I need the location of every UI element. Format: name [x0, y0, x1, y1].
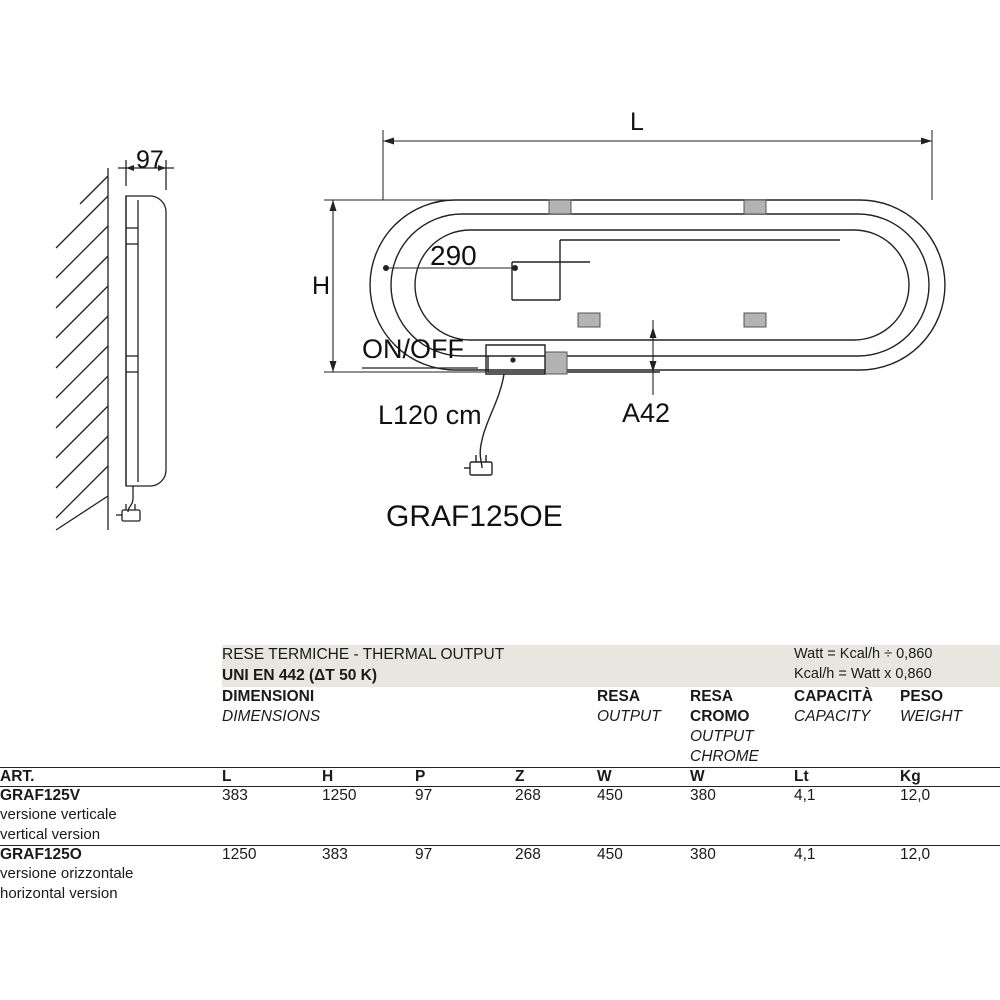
row-H: 1250	[322, 787, 415, 806]
conversion-line1: Watt = Kcal/h ÷ 0,860	[794, 646, 933, 662]
group-header-spacer	[0, 687, 222, 768]
row-P: 97	[415, 787, 515, 806]
row-Z: 268	[515, 787, 597, 806]
conversion-line2: Kcal/h = Watt x 0,860	[794, 665, 932, 682]
group-weight-en: WEIGHT	[900, 707, 962, 725]
group-dimensions-it: DIMENSIONI	[222, 687, 315, 705]
group-output-chrome-it-l1: RESA	[690, 687, 734, 705]
row-art: GRAF125O	[0, 846, 222, 865]
band-conversion-cell	[794, 645, 1000, 687]
row-H: 383	[322, 846, 415, 865]
band-title-cell	[222, 645, 794, 687]
column-W: W	[597, 768, 690, 787]
row-W: 450	[597, 846, 690, 865]
group-capacity-en: CAPACITY	[794, 707, 871, 725]
group-output	[597, 687, 690, 768]
group-dimensions	[222, 687, 597, 768]
row-Kg: 12,0	[900, 846, 1000, 865]
table-row-note	[0, 864, 1000, 904]
group-output-en: OUTPUT	[597, 707, 661, 725]
group-capacity	[794, 687, 900, 768]
group-weight-it: PESO	[900, 687, 944, 705]
group-capacity-it: CAPACITÀ	[794, 687, 873, 705]
column-Lt: Lt	[794, 768, 900, 787]
group-dimensions-en: DIMENSIONS	[222, 707, 321, 725]
row-note-it: versione verticale	[0, 806, 117, 824]
band-title-line2: UNI EN 442 (ΔT 50 K)	[222, 666, 377, 684]
group-output-chrome-en-l1: OUTPUT	[690, 728, 754, 746]
row-Z: 268	[515, 846, 597, 865]
column-P: P	[415, 768, 515, 787]
column-Z: Z	[515, 768, 597, 787]
group-header-row	[0, 687, 1000, 768]
length-label-L: L	[630, 108, 644, 136]
row-P: 97	[415, 846, 515, 865]
group-output-chrome-en-l2: CHROME	[690, 748, 759, 766]
band-title-line1: RESE TERMICHE - THERMAL OUTPUT	[222, 646, 505, 663]
row-L: 1250	[222, 846, 322, 865]
column-W-chrome: W	[690, 768, 794, 787]
row-note-en: vertical version	[0, 826, 101, 844]
table-row	[0, 846, 1000, 865]
column-H: H	[322, 768, 415, 787]
column-Kg: Kg	[900, 768, 1000, 787]
row-note-en: horizontal version	[0, 885, 118, 903]
specifications-table	[0, 645, 1000, 904]
row-W-chrome: 380	[690, 846, 794, 865]
row-Kg: 12,0	[900, 787, 1000, 806]
row-W-chrome: 380	[690, 787, 794, 806]
group-output-chrome-it-l2: CROMO	[690, 707, 750, 725]
bracket-label-A42: A42	[622, 398, 671, 428]
row-note-it: versione orizzontale	[0, 865, 134, 883]
column-key-row	[0, 768, 1000, 787]
height-label-H: H	[312, 272, 331, 300]
cable-length-label: L120 cm	[378, 400, 482, 430]
group-output-it: RESA	[597, 687, 641, 705]
row-L: 383	[222, 787, 322, 806]
table-row-note	[0, 805, 1000, 845]
row-art: GRAF125V	[0, 787, 222, 806]
row-note-cell	[0, 864, 1000, 904]
spec-table-element	[0, 645, 1000, 904]
thermal-output-band	[0, 645, 1000, 687]
group-weight	[900, 687, 1000, 768]
column-L: L	[222, 768, 322, 787]
row-Lt: 4,1	[794, 846, 900, 865]
column-art: ART.	[0, 768, 222, 787]
inner-dimension-290: 290	[430, 240, 477, 271]
band-spacer	[0, 645, 222, 687]
row-note-cell	[0, 805, 1000, 845]
on-off-label: ON/OFF	[362, 334, 464, 364]
side-view	[56, 160, 174, 530]
table-row	[0, 787, 1000, 806]
row-Lt: 4,1	[794, 787, 900, 806]
side-depth-label: 97	[136, 146, 164, 174]
row-W: 450	[597, 787, 690, 806]
group-output-chrome	[690, 687, 794, 768]
model-caption: GRAF125OE	[386, 500, 563, 533]
